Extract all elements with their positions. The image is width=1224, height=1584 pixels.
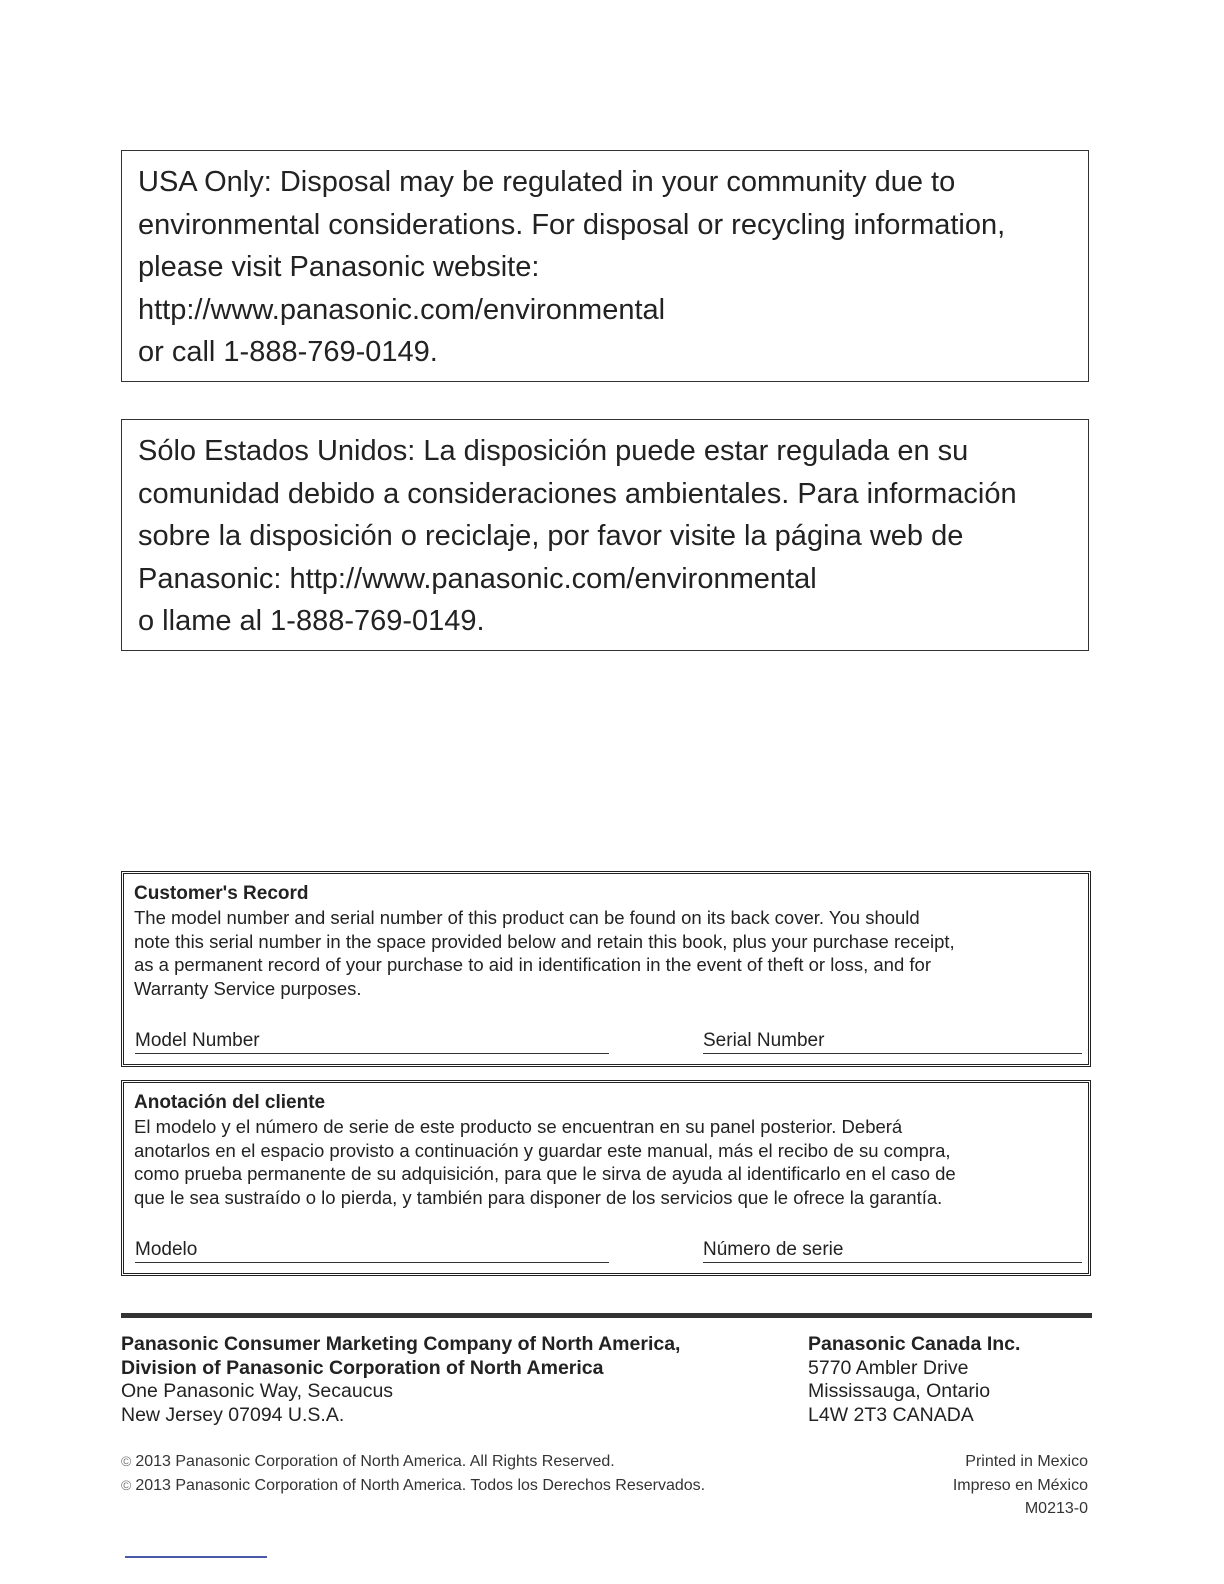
customer-record-en: [121, 871, 1091, 1067]
copyright-es-text: 2013 Panasonic Corporation of North America. Todos los Derechos Reservados.: [135, 1476, 706, 1494]
numero-de-serie-field: Número de serie: [703, 1239, 1082, 1263]
address-us: [121, 1333, 680, 1427]
record-es-line-1: El modelo y el número de serie de este producto se encuentran en su panel posterior. Deberá: [134, 1115, 903, 1137]
notice-en-url: http://www.panasonic.com/environmental: [138, 293, 666, 326]
copyright-en-text: 2013 Panasonic Corporation of North America. All Rights Reserved.: [135, 1453, 615, 1470]
record-en-line-1: The model number and serial number of this product can be found on its back cover. You should: [134, 906, 920, 928]
notice-en-phone: or call 1-888-769-0149.: [138, 336, 438, 368]
copyright-icon: ©: [121, 1453, 132, 1469]
notice-es-line-4: Panasonic: http://www.panasonic.com/environmental: [138, 562, 817, 595]
notice-es-phone: o llame al 1-888-769-0149.: [138, 605, 485, 637]
ca-street: 5770 Ambler Drive: [808, 1356, 969, 1379]
address-canada: [808, 1333, 1020, 1427]
copyright-es: [121, 1474, 705, 1498]
notice-en-line-2: environmental considerations. For disposal or recycling information,: [138, 208, 1006, 241]
copyright-block: [121, 1450, 705, 1497]
ca-city: Mississauga, Ontario: [808, 1380, 991, 1403]
record-en-line-4: Warranty Service purposes.: [134, 978, 362, 1000]
ca-postal: L4W 2T3 CANADA: [808, 1403, 974, 1426]
document-code: M0213-0: [1024, 1500, 1088, 1517]
model-number-field: Model Number: [135, 1030, 609, 1054]
record-en-line-3: as a permanent record of your purchase to aid in identification in the event of theft or loss, and for: [134, 954, 931, 976]
printed-in-en: Printed in Mexico: [965, 1453, 1088, 1470]
printed-in-block: [953, 1450, 1088, 1521]
record-es-line-4: que le sea sustraído o lo pierda, y también para disponer de los servicios que le ofrece la garantía.: [134, 1187, 943, 1209]
copyright-icon: ©: [121, 1476, 132, 1493]
notice-es-line-3: sobre la disposición o reciclaje, por favor visite la página web de: [138, 520, 964, 552]
modelo-field: Modelo: [135, 1239, 609, 1263]
notice-es-line-1: Sólo Estados Unidos: La disposición puede estar regulada en su: [138, 435, 969, 467]
notice-es-line-2: comunidad debido a consideraciones ambientales. Para información: [138, 477, 1017, 510]
printed-in-es: Impreso en México: [952, 1476, 1088, 1494]
record-en-line-2: note this serial number in the space provided below and retain this book, plus your purchase receipt,: [134, 930, 955, 952]
us-company-line-2: Division of Panasonic Corporation of North America: [121, 1356, 604, 1379]
copyright-en: [121, 1450, 705, 1474]
ca-company: Panasonic Canada Inc.: [808, 1333, 1021, 1355]
bottom-rule: [125, 1556, 267, 1558]
record-es-title: Anotación del cliente: [134, 1092, 326, 1113]
us-street: One Panasonic Way, Secaucus: [121, 1380, 394, 1403]
disposal-notice-es: [121, 419, 1089, 651]
us-company-line-1: Panasonic Consumer Marketing Company of North America,: [121, 1333, 681, 1355]
disposal-notice-en: [121, 150, 1089, 382]
record-es-line-2: anotarlos en el espacio provisto a continuación y guardar este manual, más el recibo de su compra,: [134, 1139, 951, 1161]
customer-record-es: [121, 1080, 1091, 1276]
notice-en-line-3: please visit Panasonic website:: [138, 251, 540, 283]
record-es-line-3: como prueba permanente de su adquisición, para que le sirva de ayuda al identificarlo en el caso de: [134, 1163, 956, 1185]
record-en-title: Customer's Record: [134, 883, 309, 904]
section-divider: [121, 1313, 1092, 1318]
us-city: New Jersey 07094 U.S.A.: [121, 1403, 345, 1426]
notice-en-line-1: USA Only: Disposal may be regulated in your community due to: [138, 166, 956, 198]
serial-number-field: Serial Number: [703, 1030, 1082, 1054]
